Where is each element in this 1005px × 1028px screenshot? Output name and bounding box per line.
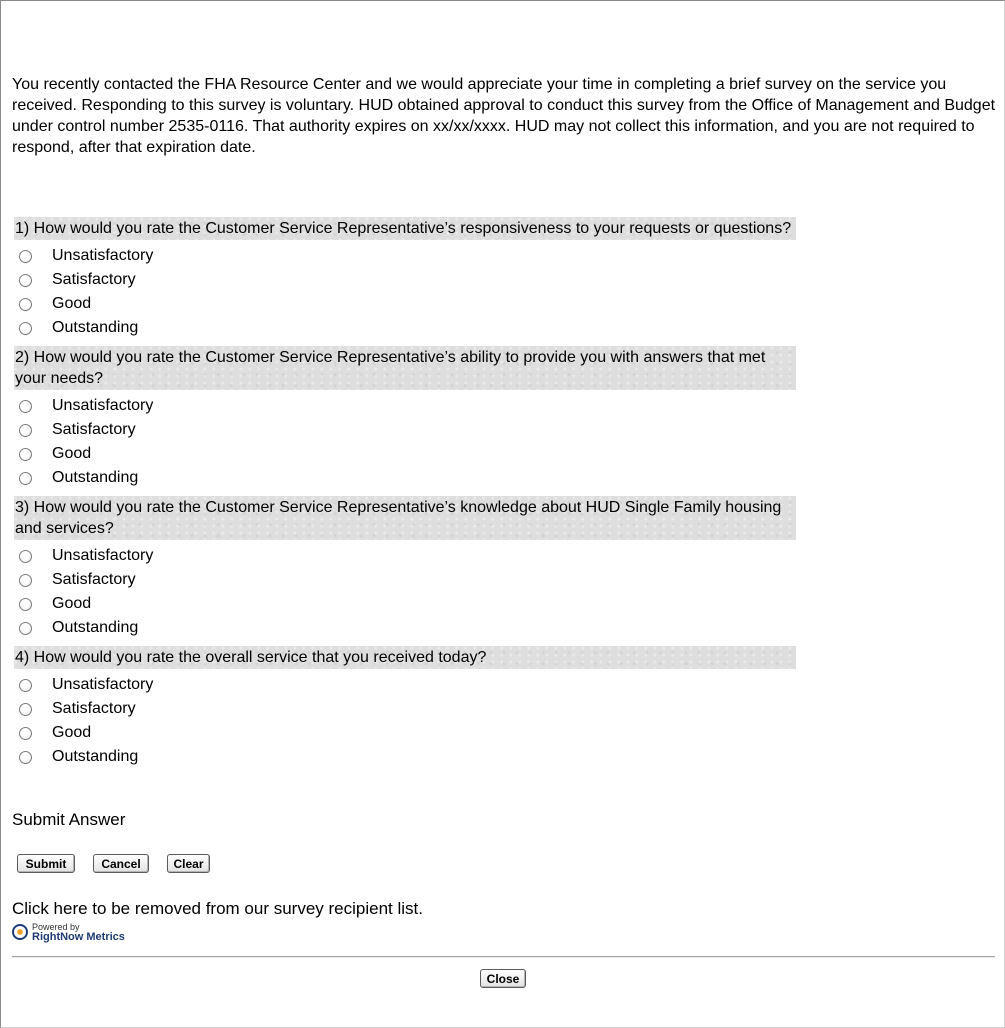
q1-option-good[interactable] [14, 292, 796, 316]
option-label: Satisfactory [52, 271, 136, 288]
q2-option-satisfactory[interactable] [14, 418, 796, 442]
option-label: Good [52, 595, 92, 612]
clear-button[interactable]: Clear [167, 854, 210, 873]
q3-option-satisfactory[interactable] [14, 568, 796, 592]
option-label: Unsatisfactory [52, 547, 154, 564]
question-1-options [14, 244, 796, 340]
q1-option-outstanding[interactable] [14, 316, 796, 340]
q4-option-unsatisfactory[interactable] [14, 673, 796, 697]
powered-by-brand-text: RightNow Metrics [32, 931, 125, 943]
footer-divider [12, 956, 995, 958]
option-label: Outstanding [52, 748, 139, 765]
cancel-button[interactable]: Cancel [93, 854, 149, 873]
q3-option-good[interactable] [14, 592, 796, 616]
option-label: Good [52, 445, 92, 462]
radio-button[interactable] [19, 622, 32, 635]
option-label: Unsatisfactory [52, 397, 154, 414]
submit-answer-label: Submit Answer [12, 810, 126, 829]
option-label: Outstanding [52, 319, 139, 336]
option-label: Unsatisfactory [52, 676, 154, 693]
radio-button[interactable] [19, 322, 32, 335]
question-block-2 [14, 346, 796, 490]
radio-button[interactable] [19, 274, 32, 287]
question-3-text: 3) How would you rate the Customer Service Representative’s knowledge about HUD Single Family housing and services? [14, 496, 796, 540]
radio-button[interactable] [19, 598, 32, 611]
q2-option-unsatisfactory[interactable] [14, 394, 796, 418]
question-1-text: 1) How would you rate the Customer Service Representative’s responsiveness to your requests or questions? [14, 217, 796, 240]
radio-button[interactable] [19, 727, 32, 740]
radio-button[interactable] [19, 703, 32, 716]
question-3-options [14, 544, 796, 640]
option-label: Outstanding [52, 469, 139, 486]
powered-by-small-text: Powered by [32, 922, 80, 932]
option-label: Satisfactory [52, 421, 136, 438]
option-label: Satisfactory [52, 700, 136, 717]
radio-button[interactable] [19, 679, 32, 692]
radio-button[interactable] [19, 574, 32, 587]
q4-option-satisfactory[interactable] [14, 697, 796, 721]
intro-text: You recently contacted the FHA Resource Center and we would appreciate your time in completing a brief survey on the service you received. Responding to this survey is voluntary. HUD obtained approval to conduct this survey from the Office of Management and Budget under control number 2535-0116. That authority expires on xx/xx/xxxx. HUD may not collect this information, and you are not required to respond, after that expiration date. [12, 76, 996, 156]
radio-button[interactable] [19, 550, 32, 563]
q3-option-outstanding[interactable] [14, 616, 796, 640]
radio-button[interactable] [19, 250, 32, 263]
question-4-text: 4) How would you rate the overall service that you received today? [14, 646, 796, 669]
powered-by-text [32, 922, 125, 942]
radio-button[interactable] [19, 751, 32, 764]
question-2-options [14, 394, 796, 490]
question-4-options [14, 673, 796, 769]
rightnow-logo-icon [12, 924, 28, 940]
option-label: Good [52, 724, 92, 741]
option-label: Unsatisfactory [52, 247, 154, 264]
option-label: Outstanding [52, 619, 139, 636]
close-button[interactable]: Close [480, 969, 526, 988]
option-label: Good [52, 295, 92, 312]
remove-from-list-link[interactable]: Click here to be removed from our survey recipient list. [12, 899, 423, 918]
question-2-text: 2) How would you rate the Customer Service Representative’s ability to provide you with answers that met your needs? [14, 346, 796, 390]
q2-option-outstanding[interactable] [14, 466, 796, 490]
q1-option-satisfactory[interactable] [14, 268, 796, 292]
submit-button[interactable]: Submit [17, 854, 75, 873]
q4-option-good[interactable] [14, 721, 796, 745]
q1-option-unsatisfactory[interactable] [14, 244, 796, 268]
question-block-4 [14, 646, 796, 769]
q2-option-good[interactable] [14, 442, 796, 466]
powered-by-badge[interactable] [12, 922, 125, 942]
radio-button[interactable] [19, 448, 32, 461]
radio-button[interactable] [19, 472, 32, 485]
q4-option-outstanding[interactable] [14, 745, 796, 769]
question-block-3 [14, 496, 796, 640]
question-block-1 [14, 217, 796, 340]
q3-option-unsatisfactory[interactable] [14, 544, 796, 568]
radio-button[interactable] [19, 400, 32, 413]
radio-button[interactable] [19, 424, 32, 437]
option-label: Satisfactory [52, 571, 136, 588]
survey-form [14, 217, 796, 775]
radio-button[interactable] [19, 298, 32, 311]
